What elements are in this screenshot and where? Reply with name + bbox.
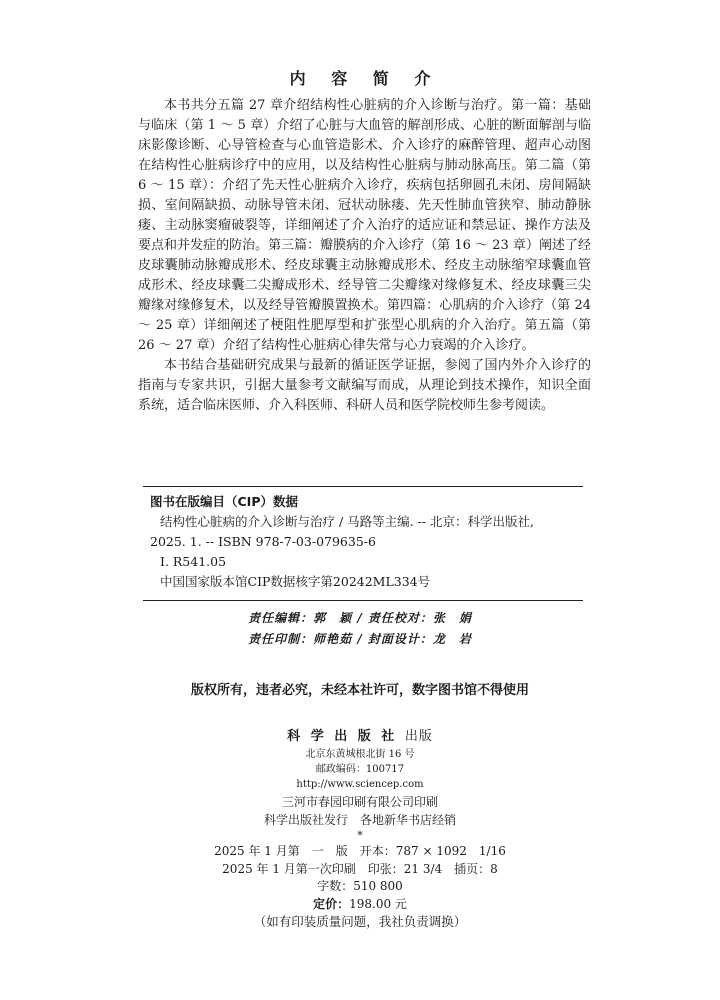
edition-info: 2025 年 1 月第 一 版 开本：787 × 1092 1/16 [214, 844, 506, 858]
editors-line: 责任编辑：郭 颖 / 责任校对：张 娟 [248, 611, 472, 625]
publisher-name: 科 学 出 版 社 [287, 729, 398, 744]
publisher-postcode: 邮政编码：100717 [315, 764, 405, 775]
publisher-address: 北京东黄城根北街 16 号 [305, 749, 415, 760]
cip-line: 结构性心脏病的介入诊断与治疗 / 马路等主编. -- 北京：科学出版社, [160, 514, 535, 529]
editors-block [0, 608, 720, 650]
printing-block [0, 794, 720, 931]
impression-info: 2025 年 1 月第一次印刷 印张：21 3/4 插页：8 [222, 861, 498, 876]
quality-notice: （如有印装质量问题，我社负责调换） [253, 914, 467, 929]
summary-heading: 内 容 简 介 [289, 69, 441, 88]
summary-paragraph: 本书结合基础研究成果与最新的循证医学证据，参阅了国内外介入诊疗的指南与专家共识，引据大量参考文献编写而成，从理论到技术操作，知识全面系统，适合临床医师、介入科医师、科研人员和医学院校师生参考阅读。 [138, 358, 591, 413]
price-label: 定价： [313, 896, 350, 911]
publisher-suffix: 出版 [404, 729, 433, 744]
cip-line: 中国国家版本馆CIP数据核字第20242ML334号 [160, 574, 431, 589]
publisher-website: http://www.sciencep.com [296, 779, 424, 790]
word-count: 字数：510 800 [317, 879, 403, 893]
publisher-block [0, 727, 720, 792]
separator-star: * [357, 829, 363, 842]
cip-top-rule [143, 486, 583, 487]
editors-line: 责任印制：师艳茹 / 封面设计：龙 岩 [248, 632, 472, 646]
cip-line: Ⅰ. R541.05 [160, 554, 227, 569]
summary-paragraph: 本书共分五篇 27 章介绍结构性心脏病的介入诊断与治疗。第一篇：基础与临床（第 1 ～ 5 章）介绍了心脏与大血管的解剖形成、心脏的断面解剖与临床影像诊断、心导管检查与心血管造影术、介入诊疗的麻醉管理、超声心动图在结构性心脏病诊疗中的应用，以及结构性心脏病与肺动脉高压。第二篇（第 6 ～ 15 章）：介绍了先天性心脏病介入诊疗，疾病包括卵圆孔未闭、房间隔缺损、室间隔缺损、动脉导管未闭、冠状动脉瘘、先天性肺血管狭窄、肺动静脉瘘、主动脉窦瘤破裂等，详细阐述了介入治疗的适应证和禁忌证、操作方法及要点和并发症的防治。第三篇：瓣膜病的介入诊疗（第 16 ～ 23 章）阐述了经皮球囊肺动脉瓣成形术、经皮球囊主动脉瓣成形术、经皮主动脉缩窄球囊血管成形术、经皮球囊二尖瓣成形术、经导管二尖瓣缘对缘修复术、经皮球囊三尖瓣缘对缘修复术，以及经导管瓣膜置换术。第四篇：心肌病的介入诊疗（第 24 ～ 25 章）详细阐述了梗阻性肥厚型和扩张型心肌病的介入治疗。第五篇（第 26 ～ 27 章）介绍了结构性心脏病心律失常与心力衰竭的介入诊疗。 [138, 98, 591, 353]
price-line [0, 896, 720, 914]
copyright-notice: 版权所有，违者必究，未经本社许可，数字图书馆不得使用 [190, 683, 529, 698]
cip-block [150, 492, 590, 592]
distributor: 科学出版社发行 各地新华书店经销 [263, 812, 456, 827]
price-value: 198.00 元 [349, 896, 407, 911]
cip-title: 图书在版编目（CIP）数据 [150, 494, 298, 509]
summary-body [138, 96, 591, 416]
cip-line: 2025. 1. -- ISBN 978-7-03-079635-6 [150, 534, 376, 549]
printer: 三河市春园印刷有限公司印刷 [281, 795, 438, 809]
publisher-name-line [0, 727, 720, 747]
cip-bottom-rule [143, 600, 583, 601]
